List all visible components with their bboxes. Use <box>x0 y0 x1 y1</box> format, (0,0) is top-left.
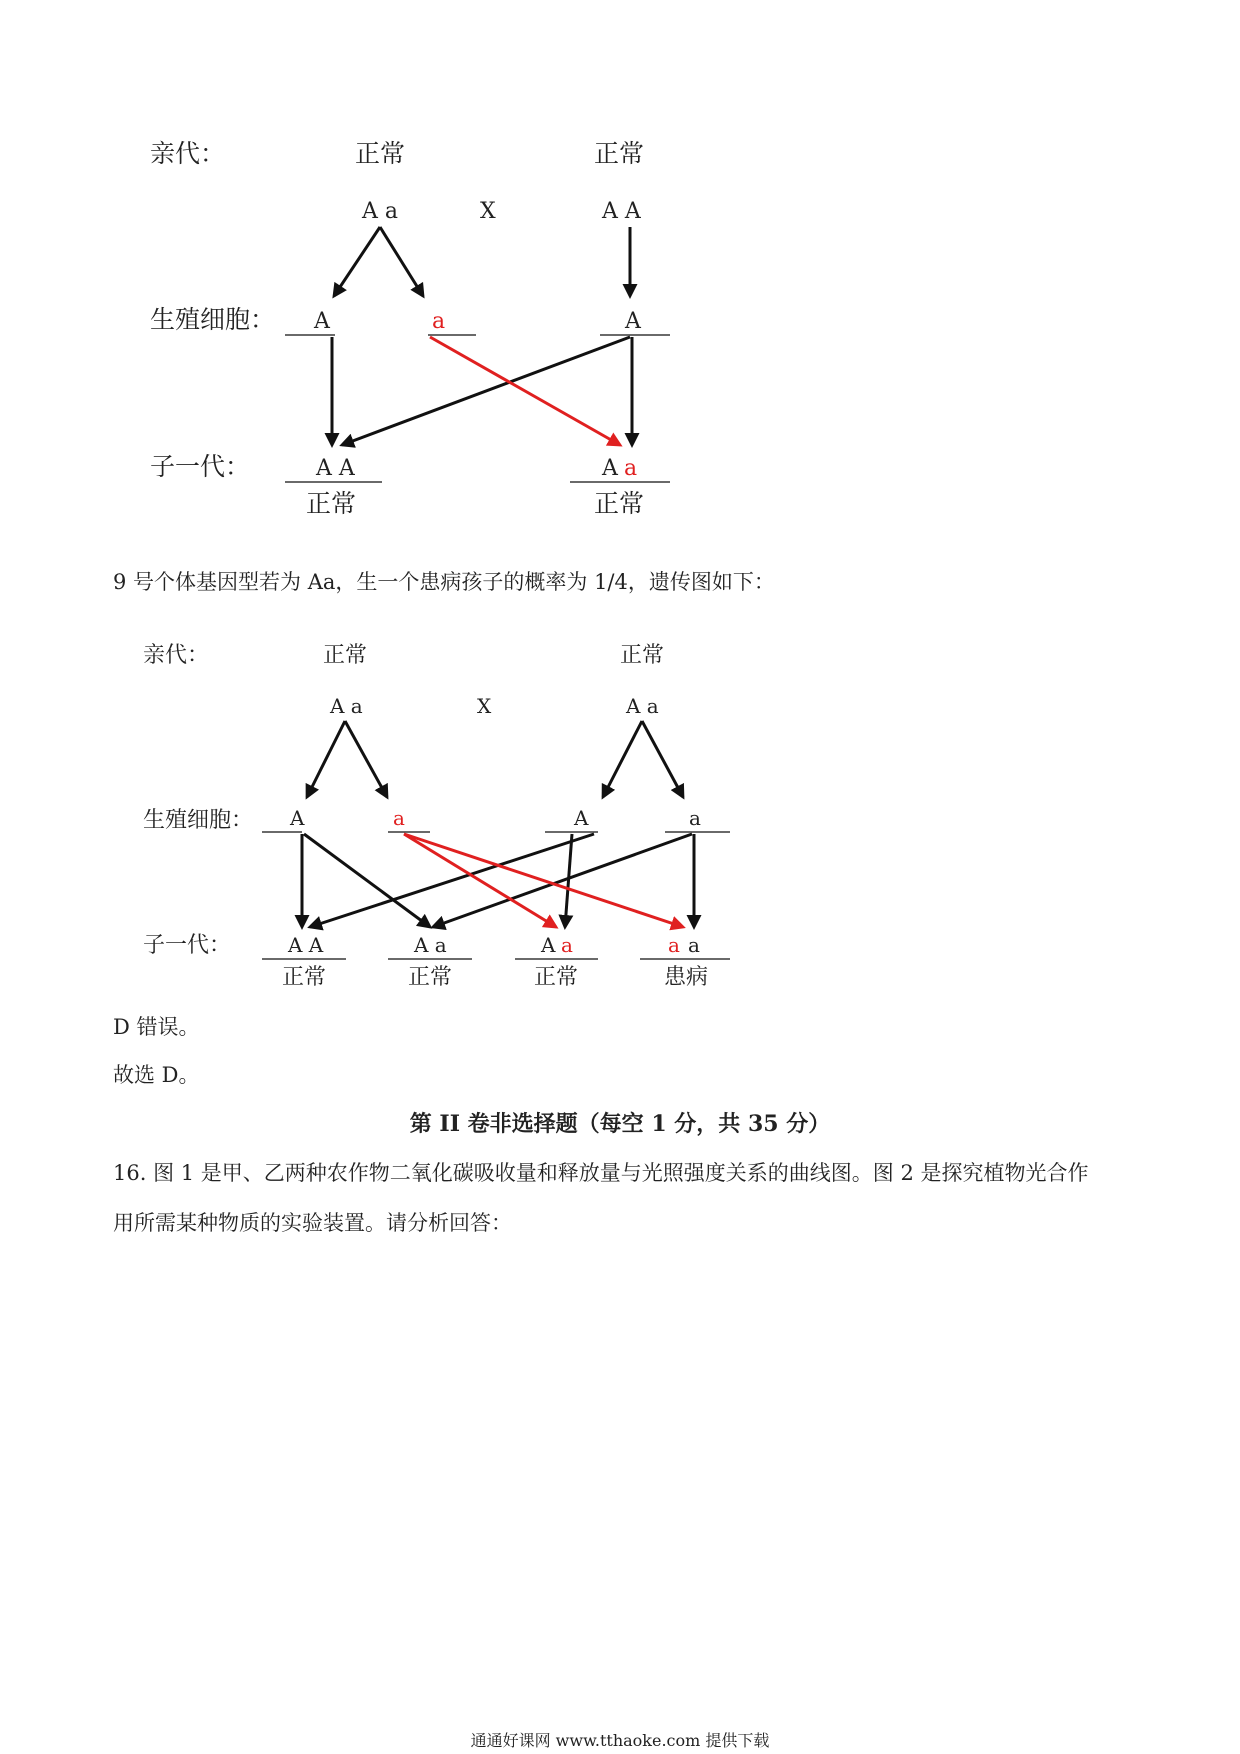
gamete2-a-1: a <box>393 806 405 830</box>
arrow-parent-to-gamete-a <box>380 227 423 296</box>
offspring-genotype-Aa-A: A <box>602 456 618 481</box>
arrow-parent2-right-to-a <box>642 721 683 797</box>
offspring2-genotype-AA: A A <box>288 933 324 957</box>
parent-right-genotype-2: A a <box>626 694 659 718</box>
arrow-gamete-a-to-Aa <box>430 337 620 445</box>
arrow-a1-to-aa <box>404 834 683 927</box>
section-heading: 第 II 卷非选择题（每空 1 分，共 35 分） <box>409 1111 831 1137</box>
offspring-phenotype-1: 正常 <box>306 489 357 518</box>
gamete2-A-2: A <box>574 806 589 830</box>
gamete2-A-1: A <box>290 806 305 830</box>
arrow-parent2-right-to-A <box>603 721 642 797</box>
arrow-a2-to-Aa <box>433 834 692 927</box>
offspring-genotype-Aa-a: a <box>624 456 638 481</box>
parent-right-phenotype-2: 正常 <box>620 643 665 668</box>
offspring-label-2: 子一代： <box>143 933 232 958</box>
parent-right-genotype: A A <box>602 199 641 224</box>
question-16-line-1: 16. 图 1 是甲、乙两种农作物二氧化碳吸收量和释放量与光照强度关系的曲线图。图 2 是探究植物光合作 <box>113 1161 1089 1185</box>
offspring-genotype-AA: A A <box>316 456 355 481</box>
offspring2-genotype-aa-a1: a <box>668 933 680 957</box>
gamete2-a-2: a <box>689 806 701 830</box>
parent-left-genotype: A a <box>362 199 398 224</box>
offspring2-genotype-aa-a2: a <box>688 933 700 957</box>
page-footer: 通通好课网 www.tthaoke.com 提供下载 <box>470 1731 770 1750</box>
offspring-phenotype-2: 正常 <box>594 489 645 518</box>
parent-right-phenotype: 正常 <box>594 139 645 168</box>
arrow-parent2-left-to-a <box>345 721 387 797</box>
offspring2-genotype-Aa-A: A <box>541 933 556 957</box>
parent-left-genotype-2: A a <box>330 694 363 718</box>
arrow-gamete-A-right-to-AA <box>342 337 630 445</box>
cross-symbol: X <box>480 199 496 224</box>
offspring2-phenotype-3: 正常 <box>534 965 579 990</box>
offspring2-phenotype-2: 正常 <box>408 965 453 990</box>
answer-choose-d: 故选 D。 <box>113 1063 200 1087</box>
arrow-parent2-left-to-A <box>307 721 345 797</box>
offspring2-genotype-Aa: A a <box>414 933 447 957</box>
parent-left-phenotype-2: 正常 <box>323 643 368 668</box>
arrow-parent-to-gamete-A <box>334 227 380 296</box>
arrow-a1-to-Aa-3 <box>404 834 556 927</box>
arrow-A1-to-Aa <box>304 834 430 927</box>
gamete-label: 生殖细胞： <box>150 305 276 334</box>
offspring2-phenotype-4: 患病 <box>664 965 709 990</box>
offspring2-phenotype-1: 正常 <box>282 965 327 990</box>
gamete-A-left: A <box>314 309 330 334</box>
parent-left-phenotype: 正常 <box>355 139 406 168</box>
paragraph-genotype-probability: 9 号个体基因型若为 Aa，生一个患病孩子的概率为 1/4，遗传图如下： <box>113 570 775 594</box>
question-16-line-2: 用所需某种物质的实验装置。请分析回答： <box>113 1211 512 1235</box>
parent-generation-label: 亲代： <box>150 139 226 168</box>
offspring2-genotype-Aa-a: a <box>561 933 573 957</box>
parent-generation-label-2: 亲代： <box>143 643 210 668</box>
offspring-label: 子一代： <box>150 452 251 481</box>
gamete-label-2: 生殖细胞： <box>143 808 254 833</box>
inheritance-diagram-2 <box>0 620 1240 1000</box>
gamete-A-right: A <box>625 309 641 334</box>
gamete-a: a <box>432 309 446 334</box>
cross-symbol-2: X <box>477 694 492 718</box>
arrow-A2-to-AA <box>310 834 594 927</box>
answer-d-wrong: D 错误。 <box>113 1015 200 1039</box>
inheritance-diagram-1 <box>0 0 1240 540</box>
